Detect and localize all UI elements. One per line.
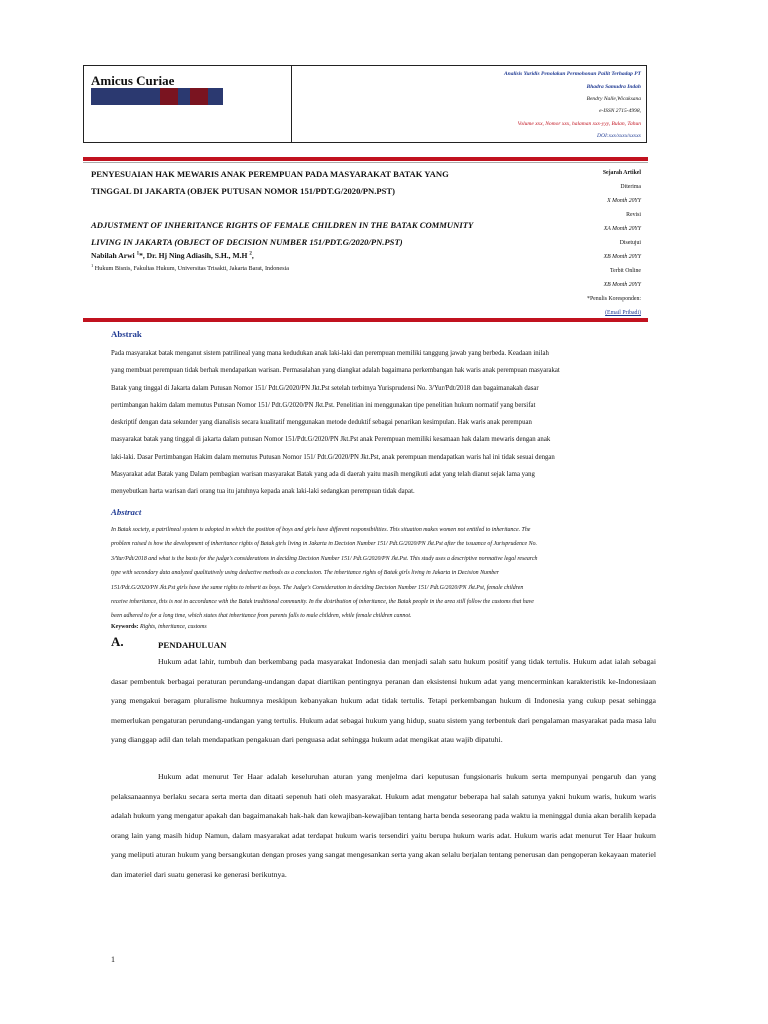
short-authors: Bendry Nalle,Wicaksana: [586, 96, 641, 102]
top-divider-thin: [83, 162, 648, 163]
title-line: TINGGAL DI JAKARTA (OBJEK PUTUSAN NOMOR 151/PDT.G/2020/PN.PST): [91, 186, 395, 196]
title-line: LIVING IN JAKARTA (OBJECT OF DECISION NUMBER 151/PDT.G/2020/PN.PST): [91, 237, 403, 247]
email-link[interactable]: (Email Pribadi): [605, 310, 641, 316]
title-indonesian: [91, 166, 491, 200]
page-number: 1: [111, 955, 115, 964]
top-divider: [83, 157, 648, 161]
title-line: PENYESUAIAN HAK MEWARIS ANAK PEREMPUAN PADA MASYARAKAT BATAK YANG: [91, 169, 449, 179]
correspondent-label: *Penulis Koresponden:: [587, 296, 641, 302]
abstrak-text: Pada masyarakat batak menganut sistem patrilineal yang mana kedudukan anak laki-laki dan perempuan memiliki tanggung jawab yang berbeda. Keadaan inilah yang membuat perempuan tidak berhak mendapatkan warisan. Permasalahan yang diangkat adalah bagaimana perkembangan hak waris anak perempuan masyarakat Batak yang tinggal di Jakarta dalam Putusan Nomor 151/ Pdt.G/2020/PN Jkt.Pst setelah terbitnya Yurisprudensi No. 3/Yur/Pdt/2018 dan bagaimanakah dasar pertimbangan hakim dalam memutus Putusan Nomor 151/ Pdt.G/2020/PN Jkt.Pst. Penelitian ini menggunakan tipe penelitian hukum normatif yang bersifat deskriptif dengan data sekunder yang dianalisis secara kualitatif menggunakan metode deduktif sebagai penarikan kesimpulan. Hak waris anak perempuan masyarakat batak yang tinggal di jakarta dalam putusan Nomor 151/Pdt.G/2020/PN Jkt.Pst anak Perempuan memiliki kesamaan hak dalam mewaris dengan anak laki-laki. Dasar Pertimbangan Hakim dalam memutus Putusan Nomor 151/ Pdt.G/2020/PN Jkt.Pst, anak perempuan mendapatkan waris hal ini tidak sesuai dengan Masyarakat adat Batak yang Dalam pembagian warisan masyarakat Batak yang ada di daerah yaitu masih mengikuti adat yang telah dianut sejak lama yang menyebutkan harta warisan dari orang tua itu jatuhnya kepada anak laki-laki sedangkan perempuan tidak dapat.: [111, 350, 560, 496]
body-paragraph: Hukum adat menurut Ter Haar adalah keseluruhan aturan yang menjelma dari keputusan fungsionaris hukum serta mempunyai pengaruh dan yang pelaksanaannya berlaku secara serta merta dan ditaati sepenuh hati oleh masyarakat. Hukum adat mengatur beberapa hal salah satunya yakni hukum waris, hukum waris adalah hukum yang mengatur apakah dan bagaimanakah hak-hak dan kewajiban-kewajiban tentang harta benda seseorang pada waktu ia meninggal dunia akan beralih kepada orang lain yang masih hidup Namun, dalam masyarakat adat terdapat hukum waris tersendiri yaitu berupa hukum waris adat. Hukum waris adat menurut Ter Haar hukum yang meliputi aturan hukum yang bersangkutan dengan proses yang sangat mengesankan serta yang akan selalu berjalan tentang penerusan dan pengoperan kekayaan materiel dan imateriel dari suatu generasi ke generasi berikutnya.: [111, 772, 656, 879]
section-number: A.: [111, 634, 124, 649]
author-1: Nabilah Arwi: [91, 251, 137, 260]
author-2: *, Dr. Hj Ning Adiasih, S.H., M.H: [139, 251, 250, 260]
eissn: e-ISSN 2715-4998,: [599, 108, 641, 114]
journal-stripe-accent: [190, 88, 208, 105]
abstract-heading: Abstract: [111, 507, 142, 517]
journal-stripe-accent: [160, 88, 178, 105]
author-1-affil: 1: [136, 251, 140, 257]
author-line: Nabilah Arwi $^1$*, Dr. Hj Ning Adiasih, S.H., M.H $^2$,: [91, 251, 254, 260]
article-history: Sejarah Artikel Diterima X Month 20YY Revisi XA Month 20YY Disetujui XB Month 20YY Terbit Online XB Month 20YY *Penulis Koresponden: (Email Pribadi): [521, 166, 641, 320]
keywords: Keywords: Rights, inheritance, customs: [111, 624, 207, 630]
article-short-title: Bhadra Samudra Indah: [586, 84, 641, 90]
affiliation: $^1$ Hukum Bisnis, Fakultas Hukum, Universitas Trisakti, Jakarta Barat, Indonesia: [91, 263, 289, 273]
section-title: PENDAHULUAN: [158, 640, 227, 650]
title-line: ADJUSTMENT OF INHERITANCE RIGHTS OF FEMALE CHILDREN IN THE BATAK COMMUNITY: [91, 220, 474, 230]
doi: DOI:xxx/xxxx/xxxxx: [597, 133, 641, 139]
volume-info: Volume xxx, Nomor xxx, halaman xxx-yyy, Bulan, Tahun: [517, 121, 641, 127]
article-short-title: Analisis Yuridis Penolakan Permohonan Pailit Terhadap PT: [503, 71, 641, 77]
title-english: [91, 217, 501, 251]
abstrak-heading: Abstrak: [111, 329, 142, 339]
history-heading: Sejarah Artikel: [602, 170, 641, 176]
journal-name: Amicus Curiae: [91, 73, 175, 88]
header-divider: [291, 65, 292, 143]
abstract-text: In Batak society, a patrilineal system is adopted in which the position of boys and girls have different responsibilities. This situation makes women not entitled to inheritance. The problem raised is how the development of inheritance rights of Batak girls living in Jakarta in Decision Number 151/ Pdt.G/2020/PN Jkt.Pst after the issuance of Jurisprudence No. 3/Yur/Pdt/2018 and what is the basis for the judge's considerations in deciding Decision Number 151/ Pdt.G/2020/PN Jkt.Pst. This study uses a descriptive normative legal research type with secondary data analyzed qualitatively using deductive methods as a conclusion. The inheritance rights of Batak girls living in Jakarta in Decision Number 151/Pdt.G/2020/PN Jkt.Pst girls have the same rights to inherit as boys. The Judge's Consideration in deciding Decision Number 151/ Pdt.G/2020/PN Jkt.Pst, female children receive inheritance, this is not in accordance with the Batak traditional community. In the distribution of inheritance, the Batak people in the area still follow the customs that have been adhered to for a long time, which states that inheritance from parents falls to male children, while female children cannot.: [111, 527, 538, 620]
author-2-affil: 2: [249, 251, 252, 257]
body-paragraph: Hukum adat lahir, tumbuh dan berkembang pada masyarakat Indonesia dan menjadi salah satu hukum positif yang tidak tertulis. Hukum adat ialah sebagai dasar pembentuk berbagai peraturan perundang-undangan dapat diartikan pentingnya peranan dan eksistensi hukum adat yang mencerminkan karakteristik ke-Indonesiaan yang mengakui beragam pluralisme hukumnya meskipun kebanyakan hukum adat tidak tertulis. Tetapi perkembangan hukum di Indonesia yang cukup pesat sehingga memerlukan pengaturan perundang-undangan yang tertulis. Hukum adat sebagai hukum yang hidup, suatu sistem yang terbentuk dari pengalaman masyarakat pada masa lalu yang dianggap adil dan telah mendapatkan pengakuan dari penguasa adat sehingga hukum adat mengikat atau wajib dipatuhi.: [111, 657, 656, 745]
header-bottom-divider: [83, 318, 648, 322]
